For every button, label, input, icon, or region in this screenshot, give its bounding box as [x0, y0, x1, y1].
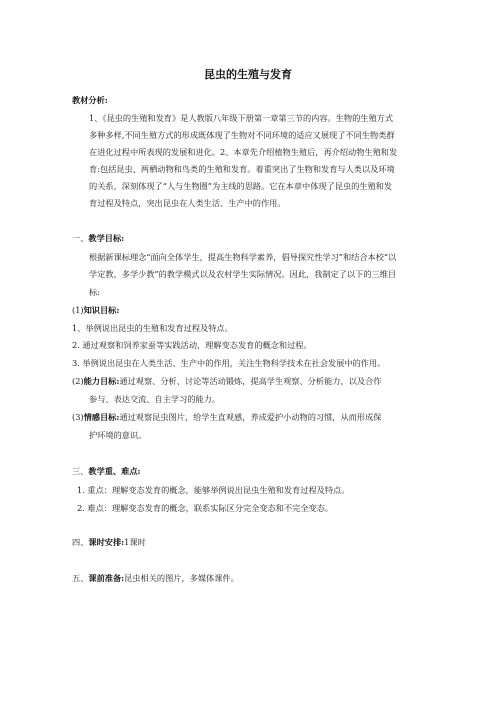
knowledge-goal-item-2: 2. 通过观察和饲养家蚕等实践活动，理解变态发育的概念和过程。	[72, 340, 312, 350]
emotion-goal-prefix: (3)	[72, 412, 84, 422]
preparation-value: 昆虫相关的图片，多媒体课件。	[124, 573, 239, 583]
knowledge-goal-heading	[72, 305, 119, 316]
preparation-label: 课前准备:	[88, 573, 125, 583]
schedule-line	[72, 537, 146, 548]
teaching-goals-intro-3: 标:	[89, 287, 100, 297]
ability-goal-line-1	[72, 376, 381, 387]
material-analysis-line-5: 的关系，深刻体现了“人与生物圈”为主线的思路。它在本章中体现了昆虫的生殖和发	[89, 181, 393, 191]
emotion-goal-line-2: 护环境的意识。	[89, 430, 147, 440]
material-analysis-line-3: 在进化过程中所表现的发展和进化。2、本章先介绍植物生殖后，再介绍动物生殖和发	[89, 147, 398, 157]
ability-goal-prefix: (2)	[72, 376, 84, 386]
key-points-heading	[72, 466, 141, 477]
preparation-prefix: 五、	[72, 573, 89, 583]
emotion-goal-text-1: 通过观察昆虫图片，给学生直观感，养成爱护小动物的习惯，从而形成保	[119, 412, 382, 422]
material-analysis-line-6: 育过程及特点，突出昆虫在人类生活、生产中的作用。	[89, 198, 286, 208]
document-title: 昆虫的生殖与发育	[204, 68, 292, 81]
knowledge-goal-item-3: 3. 举例说出昆虫在人类生活、生产中的作用，关注生物科学技术在社会发展中的作用。	[72, 358, 386, 368]
emotion-goal-label: 情感目标:	[83, 412, 120, 422]
preparation-line	[72, 573, 239, 584]
teaching-goals-label: 教学目标:	[88, 233, 125, 243]
material-analysis-line-4: 育:包括昆虫、两栖动物和鸟类的生殖和发育。着重突出了生物和发育与人类以及环境	[89, 164, 395, 174]
teaching-goals-prefix: 一、	[72, 233, 89, 243]
key-points-label: 教学重、难点:	[88, 466, 141, 476]
schedule-label: 课时安排:	[88, 537, 125, 547]
schedule-prefix: 四、	[72, 537, 89, 547]
ability-goal-label: 能力目标:	[83, 376, 120, 386]
key-point-item-1: 1. 重点：理解变态发育的概念，能够举例说出昆虫生殖和发育过程及特点。	[77, 485, 350, 495]
teaching-goals-intro-2: 学定教，多学少教”的教学模式以及农村学生实际情况。因此，我制定了以下的三维目	[89, 269, 397, 279]
teaching-goals-intro-1: 根据新课标理念“面向全体学生，提高生物科学素养，倡导探究性学习”和结合本校“以	[89, 252, 397, 262]
material-analysis-line-1: 1、《昆虫的生殖和发育》是人教版八年级下册第一章第三节的内容。生物的生殖方式	[89, 113, 394, 123]
key-points-prefix: 三、	[72, 466, 89, 476]
emotion-goal-line-1	[72, 412, 381, 423]
knowledge-goal-prefix: (1)	[72, 305, 84, 315]
material-analysis-line-2: 多种多样,不同生殖方式的形成既体现了生物对不同环境的适应又展现了不同生物类群	[89, 130, 395, 140]
knowledge-goal-item-1: 1、举例说出昆虫的生殖和发育过程及特点。	[72, 323, 233, 333]
ability-goal-line-2: 参与、表达交流、自主学习的能力。	[89, 394, 221, 404]
knowledge-goal-label: 知识目标:	[83, 305, 120, 315]
material-analysis-heading: 教材分析:	[72, 95, 108, 105]
teaching-goals-heading	[72, 233, 124, 244]
key-point-item-2: 2. 难点：理解变态发育的概念，联系实际区分完全变态和不完全变态。	[77, 503, 334, 513]
ability-goal-text-1: 通过观察、分析、讨论等活动锻炼，提高学生观察、分析能力，以及合作	[119, 376, 382, 386]
schedule-value: 1课时	[124, 537, 146, 547]
